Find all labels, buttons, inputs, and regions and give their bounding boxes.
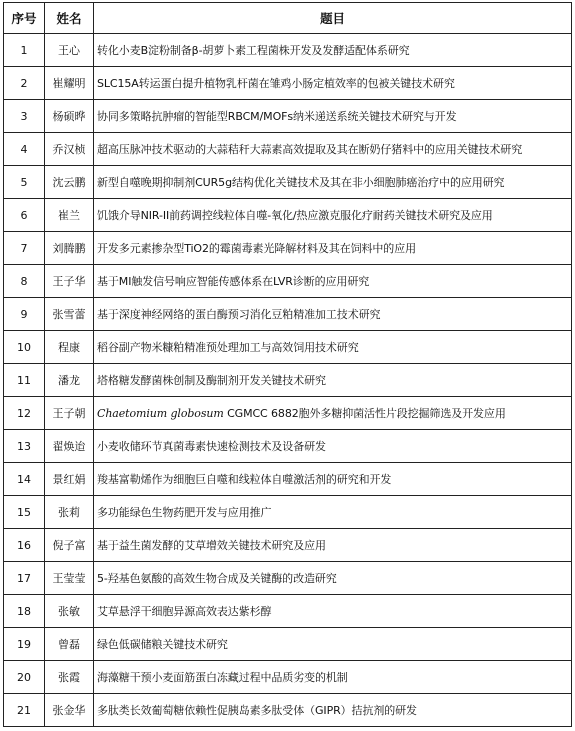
row-title: 多功能绿色生物药肥开发与应用推广 xyxy=(94,496,572,529)
table-body xyxy=(4,34,572,727)
row-number: 3 xyxy=(4,100,45,133)
table-row xyxy=(4,397,572,430)
row-title xyxy=(94,397,572,430)
row-number: 1 xyxy=(4,34,45,67)
row-number: 11 xyxy=(4,364,45,397)
row-name: 乔汉桢 xyxy=(45,133,94,166)
row-title: 5-羟基色氨酸的高效生物合成及关键酶的改造研究 xyxy=(94,562,572,595)
row-number: 8 xyxy=(4,265,45,298)
row-title: 基于MI触发信号响应智能传感体系在LVR诊断的应用研究 xyxy=(94,265,572,298)
row-name: 崔兰 xyxy=(45,199,94,232)
row-number: 10 xyxy=(4,331,45,364)
row-number: 9 xyxy=(4,298,45,331)
row-name: 张敏 xyxy=(45,595,94,628)
row-title: 饥饿介导NIR-II前药调控线粒体自噬-氧化/热应激克服化疗耐药关键技术研究及应用 xyxy=(94,199,572,232)
row-name: 王子朝 xyxy=(45,397,94,430)
row-number: 19 xyxy=(4,628,45,661)
row-name: 曾磊 xyxy=(45,628,94,661)
row-title: SLC15A转运蛋白提升植物乳杆菌在雏鸡小肠定植效率的包被关键技术研究 xyxy=(94,67,572,100)
row-number: 21 xyxy=(4,694,45,727)
row-name: 王心 xyxy=(45,34,94,67)
row-title: 基于深度神经网络的蛋白酶预习消化豆粕精准加工技术研究 xyxy=(94,298,572,331)
table-row xyxy=(4,166,572,199)
row-name: 潘龙 xyxy=(45,364,94,397)
table-row xyxy=(4,628,572,661)
table-row xyxy=(4,265,572,298)
header-title: 题目 xyxy=(94,3,572,34)
table-row xyxy=(4,496,572,529)
row-name: 倪子富 xyxy=(45,529,94,562)
row-title: 转化小麦B淀粉制备β-胡萝卜素工程菌株开发及发酵适配体系研究 xyxy=(94,34,572,67)
table-row xyxy=(4,133,572,166)
row-number: 14 xyxy=(4,463,45,496)
table-row xyxy=(4,661,572,694)
row-title: 超高压脉冲技术驱动的大蒜秸秆大蒜素高效提取及其在断奶仔猪料中的应用关键技术研究 xyxy=(94,133,572,166)
row-title: 基于益生菌发酵的艾草增效关键技术研究及应用 xyxy=(94,529,572,562)
row-name: 翟焕迨 xyxy=(45,430,94,463)
header-row xyxy=(4,3,572,34)
row-title: 开发多元素掺杂型TiO2的霉菌毒素光降解材料及其在饲料中的应用 xyxy=(94,232,572,265)
table-row xyxy=(4,694,572,727)
row-number: 16 xyxy=(4,529,45,562)
row-title: 绿色低碳储粮关键技术研究 xyxy=(94,628,572,661)
row-title: 小麦收储环节真菌毒素快速检测技术及设备研发 xyxy=(94,430,572,463)
row-number: 15 xyxy=(4,496,45,529)
row-number: 13 xyxy=(4,430,45,463)
row-name: 沈云鹏 xyxy=(45,166,94,199)
table-row xyxy=(4,100,572,133)
title-rest: CGMCC 6882胞外多糖抑菌活性片段挖掘筛选及开发应用 xyxy=(223,407,506,420)
row-title: 稻谷副产物米糠粕精准预处理加工与高效饲用技术研究 xyxy=(94,331,572,364)
row-name: 崔耀明 xyxy=(45,67,94,100)
row-name: 张金华 xyxy=(45,694,94,727)
table-row xyxy=(4,463,572,496)
row-name: 王子华 xyxy=(45,265,94,298)
table-row xyxy=(4,430,572,463)
row-name: 杨硕晔 xyxy=(45,100,94,133)
row-name: 程康 xyxy=(45,331,94,364)
table-row xyxy=(4,595,572,628)
row-number: 17 xyxy=(4,562,45,595)
row-number: 2 xyxy=(4,67,45,100)
row-number: 6 xyxy=(4,199,45,232)
row-name: 景红娟 xyxy=(45,463,94,496)
row-title: 协同多策略抗肿瘤的智能型RBCM/MOFs纳米递送系统关键技术研究与开发 xyxy=(94,100,572,133)
row-title: 海藻糖干预小麦面筋蛋白冻藏过程中品质劣变的机制 xyxy=(94,661,572,694)
project-table xyxy=(3,2,572,727)
header-no: 序号 xyxy=(4,3,45,34)
header-name: 姓名 xyxy=(45,3,94,34)
row-number: 4 xyxy=(4,133,45,166)
row-title: 多肽类长效葡萄糖依赖性促胰岛素多肽受体（GIPR）拮抗剂的研发 xyxy=(94,694,572,727)
table-row xyxy=(4,529,572,562)
row-number: 5 xyxy=(4,166,45,199)
row-title: 艾草悬浮干细胞异源高效表达紫杉醇 xyxy=(94,595,572,628)
row-name: 张雪蕾 xyxy=(45,298,94,331)
table-row xyxy=(4,67,572,100)
table-row xyxy=(4,199,572,232)
table-row xyxy=(4,232,572,265)
row-name: 张莉 xyxy=(45,496,94,529)
row-number: 18 xyxy=(4,595,45,628)
table-row xyxy=(4,331,572,364)
table-row xyxy=(4,562,572,595)
row-title: 羧基富勒烯作为细胞巨自噬和线粒体自噬激活剂的研究和开发 xyxy=(94,463,572,496)
table-row xyxy=(4,364,572,397)
table-row xyxy=(4,34,572,67)
row-name: 张霞 xyxy=(45,661,94,694)
species-name: Chaetomium globosum xyxy=(97,407,224,420)
row-title: 塔格糖发酵菌株创制及酶制剂开发关键技术研究 xyxy=(94,364,572,397)
row-name: 王莹莹 xyxy=(45,562,94,595)
row-number: 7 xyxy=(4,232,45,265)
row-title: 新型自噬晚期抑制剂CUR5g结构优化关键技术及其在非小细胞肺癌治疗中的应用研究 xyxy=(94,166,572,199)
row-name: 刘腾鹏 xyxy=(45,232,94,265)
table-row xyxy=(4,298,572,331)
row-number: 12 xyxy=(4,397,45,430)
row-number: 20 xyxy=(4,661,45,694)
